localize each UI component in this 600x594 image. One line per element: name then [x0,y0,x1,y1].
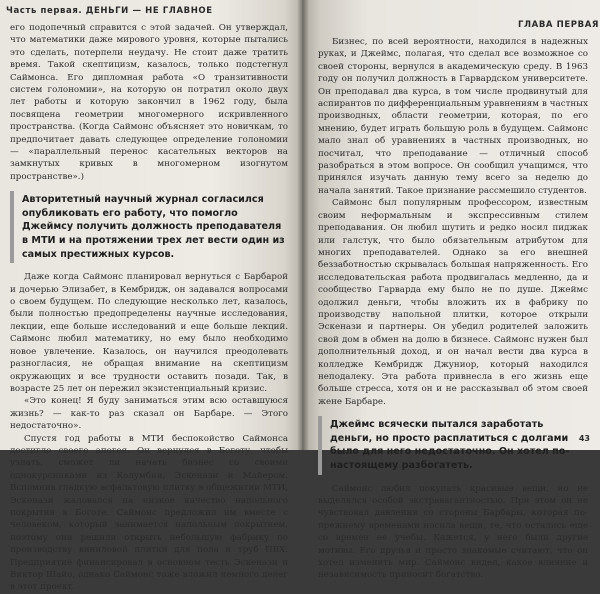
left-text-column [10,22,288,594]
paragraph: «Это конец! Я буду заниматься этим всю оставшуюся жизнь? — как-то раз сказал он Барбаре. — Этого недостаточно». [10,396,288,432]
page-number: 43 [578,434,590,443]
paragraph: его подопечный справится с этой задачей. Он утверждал, что математики даже мирового уровня, которые пытались это сделать, потерпели неудачу. Не стоит даже тратить время. Такой скептицизм, казалось, только подстегнул Саймонса. Его дипломная работа «О транзитивности систем голономии», на которую он потратил около двух лет работы и которую закончил в 1962 году, была посвящена геометрии многомерного искривленного пространства. (Когда Саймонс объясняет это новичкам, то предпочитает давать следующее определение голономии — «параллельный перенос касательных векторов на замкнутых кривых в многомерном изогнутом пространстве».) [10,23,288,182]
pull-quote: Авторитетный научный журнал согласился опубликовать его работу, что помогло Джеймсу получить должность преподавателя в МТИ и на протяжении трех лет вести один из самых престижных курсов. [10,191,288,263]
paragraph: Спустя год работы в МТИ беспокойство Саймонса достигло своего апогея. Он вернулся в Боготу, чтобы узнать, сможет ли начать бизнес со своими однокурсниками из Колумбии, Эскенази и Майером. Вспомнив гладкую асфальтовую плитку в общежитии МТИ, Эскенази жаловался на низкое качество напольного покрытия в Боготе. Саймонс предложил им вместе с человеком, который занимается напольным покрытием, поэтому они решили открыть небольшую фабрику по производству виниловой плитки для пола и труб ПВХ. Предприятие финансировал в основном тесть Эскенази и Виктор Шайо, однако Саймонс тоже вложил немного денег в этот проект. [10,433,288,593]
paragraph: Бизнес, по всей вероятности, находился в надежных руках, и Джеймс, полагая, что сделал все возможное со своей стороны, вернулся в академическую среду. В 1963 году он получил должность в Гарвардском университете. Он преподавал два курса, в том числе продвинутый для аспирантов по дифференциальным уравнениям в частных производных, области геометрии, которая, по его мнению, будет играть большую роль в будущем. Саймонс мало знал об уравнениях в частных производных, но посчитал, что преподавание — отличный способ разобраться в этом вопросе. Он сообщил учащимся, что принялся изучать данную тему всего за неделю до начала занятий. Такое признание рассмешило студентов. [318,37,588,196]
paragraph: Саймонс любил покупать красивые вещи, но не выделялся особой экстравагантностью. При этом он не чувствовал давления со стороны Барбары, которая по-прежнему временами носила вещи, те, что остались еще со времен ее учебы. Кажется, у него были другие мотивы. Его друзья и просто знакомые считают, что он хотел изменить мир. Саймонс видел, какое влияние и независимость приносит богатство. [318,483,588,581]
right-text-column [318,36,588,582]
running-header-right: ГЛАВА ПЕРВАЯ [518,20,600,30]
paragraph: Даже когда Саймонс планировал вернуться с Барбарой и дочерью Элизабет, в Кембридж, он задавался вопросами о своем будущем. По следующие несколько лет, казалось, были полностью предопределены научные исследования, лекции, еще больше исследований и еще больше лекций. Саймонс любил математику, но ему было необходимо новое увлечение. Казалось, он научился преодолевать разногласия, не обращая внимание на скептицизм окружающих и все трудности оставить позади. Так, в возрасте 25 лет он пережил экзистенциальный кризис. [10,272,288,394]
pull-quote: Джеймс всячески пытался заработать деньги, но просто расплатиться с долгами было для него недостаточно. Он хотел по-настоящему разбогатеть. [318,416,588,474]
right-page [302,0,600,581]
running-header-left: Часть первая. ДЕНЬГИ — НЕ ГЛАВНОЕ [6,6,213,16]
paragraph: Саймонс был популярным профессором, известным своим неформальным и экспрессивным стилем преподавания. Он любил шутить и редко носил пиджак или галстук, что было обязательным атрибутом для многих преподавателей. Однако за его внешней беззаботностью скрывалась большая напряженность. Его исследовательская работа продвигалась медленно, да и сообщество Гарварда ему было не по душе. Джеймс одолжил деньги, чтобы вложить их в фабрику по производству напольной плитки, которое открыли Эскенази и партнеры. Он убедил родителей заложить свой дом в обмен на долю в бизнесе. Саймонс нужен был дополнительный доход, и он начал вести два курса в колледже Кембридж Джуниор, который находился неподалеку. Эта работа привнесла в его жизнь еще больше стресса, хотя он и не рассказывал об этом своей жене Барбаре. [318,198,588,407]
